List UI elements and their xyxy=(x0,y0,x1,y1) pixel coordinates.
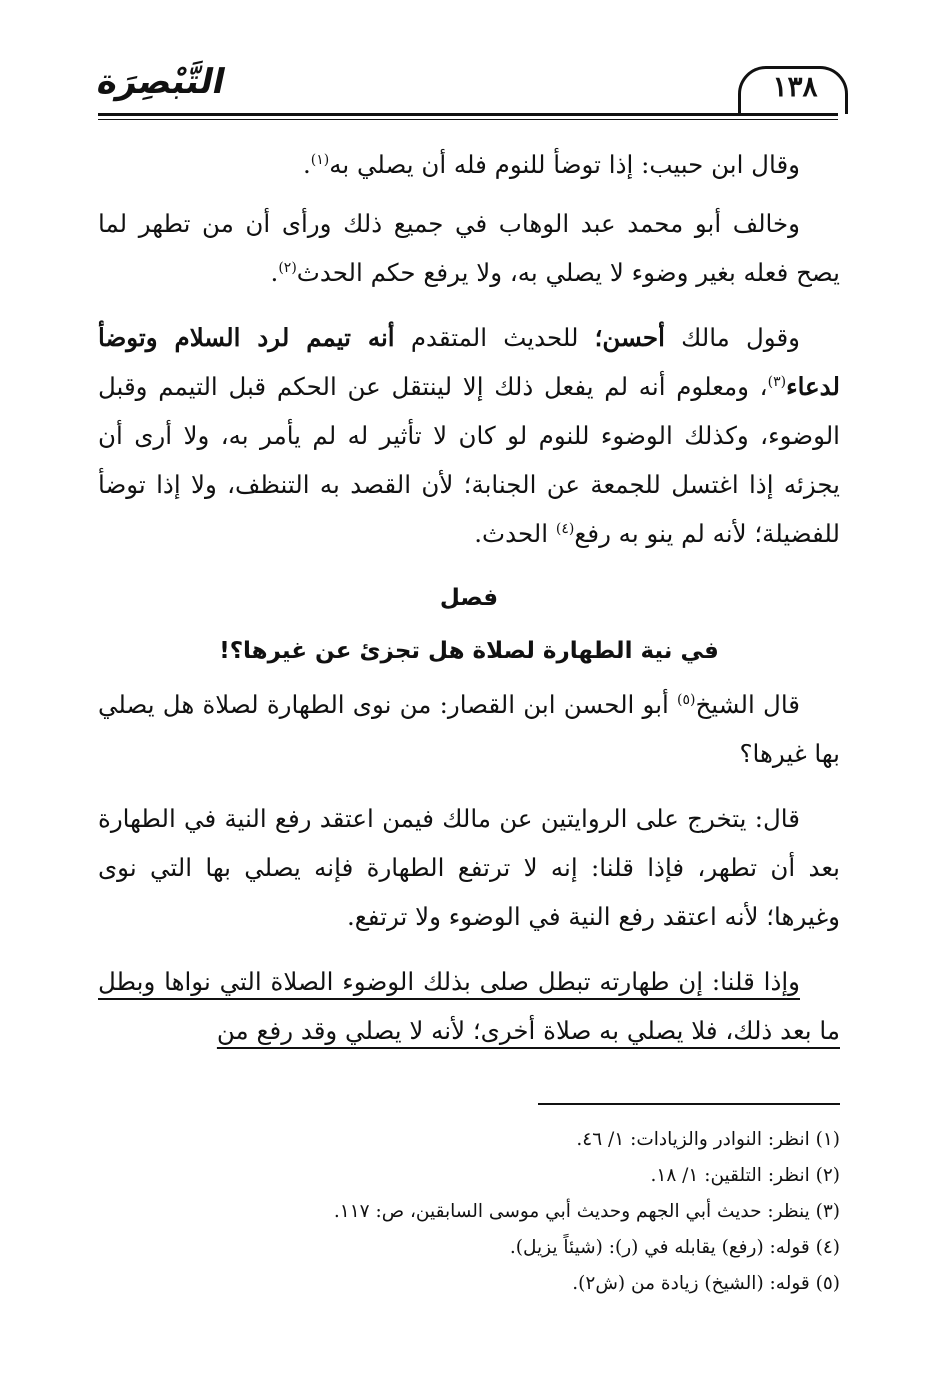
paragraph-4 xyxy=(98,680,840,778)
paragraph-5: قال: يتخرج على الروايتين عن مالك فيمن اعتقد رفع النية في الطهارة بعد أن تطهر، فإذا قلنا: إنه لا ترتفع الطهارة فإنه يصلي بها التي نوى وغيرها؛ لأنه اعتقد رفع النية في الوضوء ولا ترتفع. xyxy=(98,804,840,931)
book-title-logo: التَّبْصِرَة xyxy=(93,62,230,102)
main-text xyxy=(98,140,840,1071)
header-rule-thin xyxy=(98,119,838,120)
footnote-5: (٥) قوله: (الشيخ) زيادة من (ش٢). xyxy=(572,1273,840,1294)
page-number: ١٣٨ xyxy=(772,70,818,103)
p2-text: وخالف أبو محمد عبد الوهاب في جميع ذلك ورأى أن من تطهر لما يصح فعله بغير وضوء لا يصلي به، ولا يرفع حكم الحدث xyxy=(98,209,840,287)
p3-bold-1: أحسن؛ xyxy=(594,323,665,352)
footnote-ref-1: (١) xyxy=(310,151,330,168)
header-rule xyxy=(98,113,838,116)
footnote-ref-3: (٣) xyxy=(767,373,787,390)
page-header xyxy=(0,0,932,130)
p4-a: قال الشيخ xyxy=(695,690,800,719)
footnotes xyxy=(98,1122,840,1302)
section-heading: فصل xyxy=(439,585,499,611)
p3-c: للحديث المتقدم xyxy=(394,323,595,352)
footnote-ref-4: (٤) xyxy=(555,520,575,537)
footnote-3: (٣) ينظر: حديث أبي الجهم وحديث أبي موسى السابقين، ص: ١١٧. xyxy=(333,1201,840,1222)
p4-b: أبو الحسن ابن القصار: من نوى الطهارة لصلاة هل يصلي بها غيرها؟ xyxy=(98,690,840,768)
footnote-4: (٤) قوله: (رفع) يقابله في (ر): (شيئاً يزيل). xyxy=(509,1237,840,1258)
p3-bold-2: أنه تيمم لرد السلام وتوضأ لدعاء xyxy=(98,323,840,401)
p3-a: وقول مالك xyxy=(664,323,800,352)
p1-end: . xyxy=(302,150,311,179)
paragraph-6 xyxy=(98,957,840,1055)
paragraph-3 xyxy=(98,313,840,558)
footnote-2: (٢) انظر: التلقين: ١/ ١٨. xyxy=(650,1165,840,1186)
p3-f: الحدث. xyxy=(474,519,556,548)
footnote-separator xyxy=(538,1103,840,1105)
p2-end: . xyxy=(270,258,279,287)
p3-e: ، ومعلوم أنه لم يفعل ذلك إلا لينتقل عن الحكم قبل التيمم وقبل الوضوء، وكذلك الوضوء للنوم لو كان لا تأثير له لم يأمر به، ولا أرى أن يجزئه إذا اغتسل للجمعة عن الجنابة؛ لأن القصد به التنظف، ولا إذا توضأ للفضيلة؛ لأنه لم ينو به رفع xyxy=(98,372,840,548)
footnote-ref-5: (٥) xyxy=(677,691,696,708)
p1-text: وقال ابن حبيب: إذا توضأ للنوم فله أن يصلي به xyxy=(329,150,800,179)
paragraph-2 xyxy=(98,199,840,297)
section-subheading: في نية الطهارة لصلاة هل تجزئ عن غيرها؟! xyxy=(219,638,719,664)
p6-text: وإذا قلنا: إن طهارته تبطل صلى بذلك الوضوء الصلاة التي نواها وبطل ما بعد ذلك، فلا يصلي به صلاة أخرى؛ لأنه لا يصلي وقد رفع من xyxy=(98,967,840,1045)
footnote-1: (١) انظر: النوادر والزيادات: ١/ ٤٦. xyxy=(576,1129,840,1150)
paragraph-1 xyxy=(98,140,840,189)
footnote-ref-2: (٢) xyxy=(278,259,297,276)
